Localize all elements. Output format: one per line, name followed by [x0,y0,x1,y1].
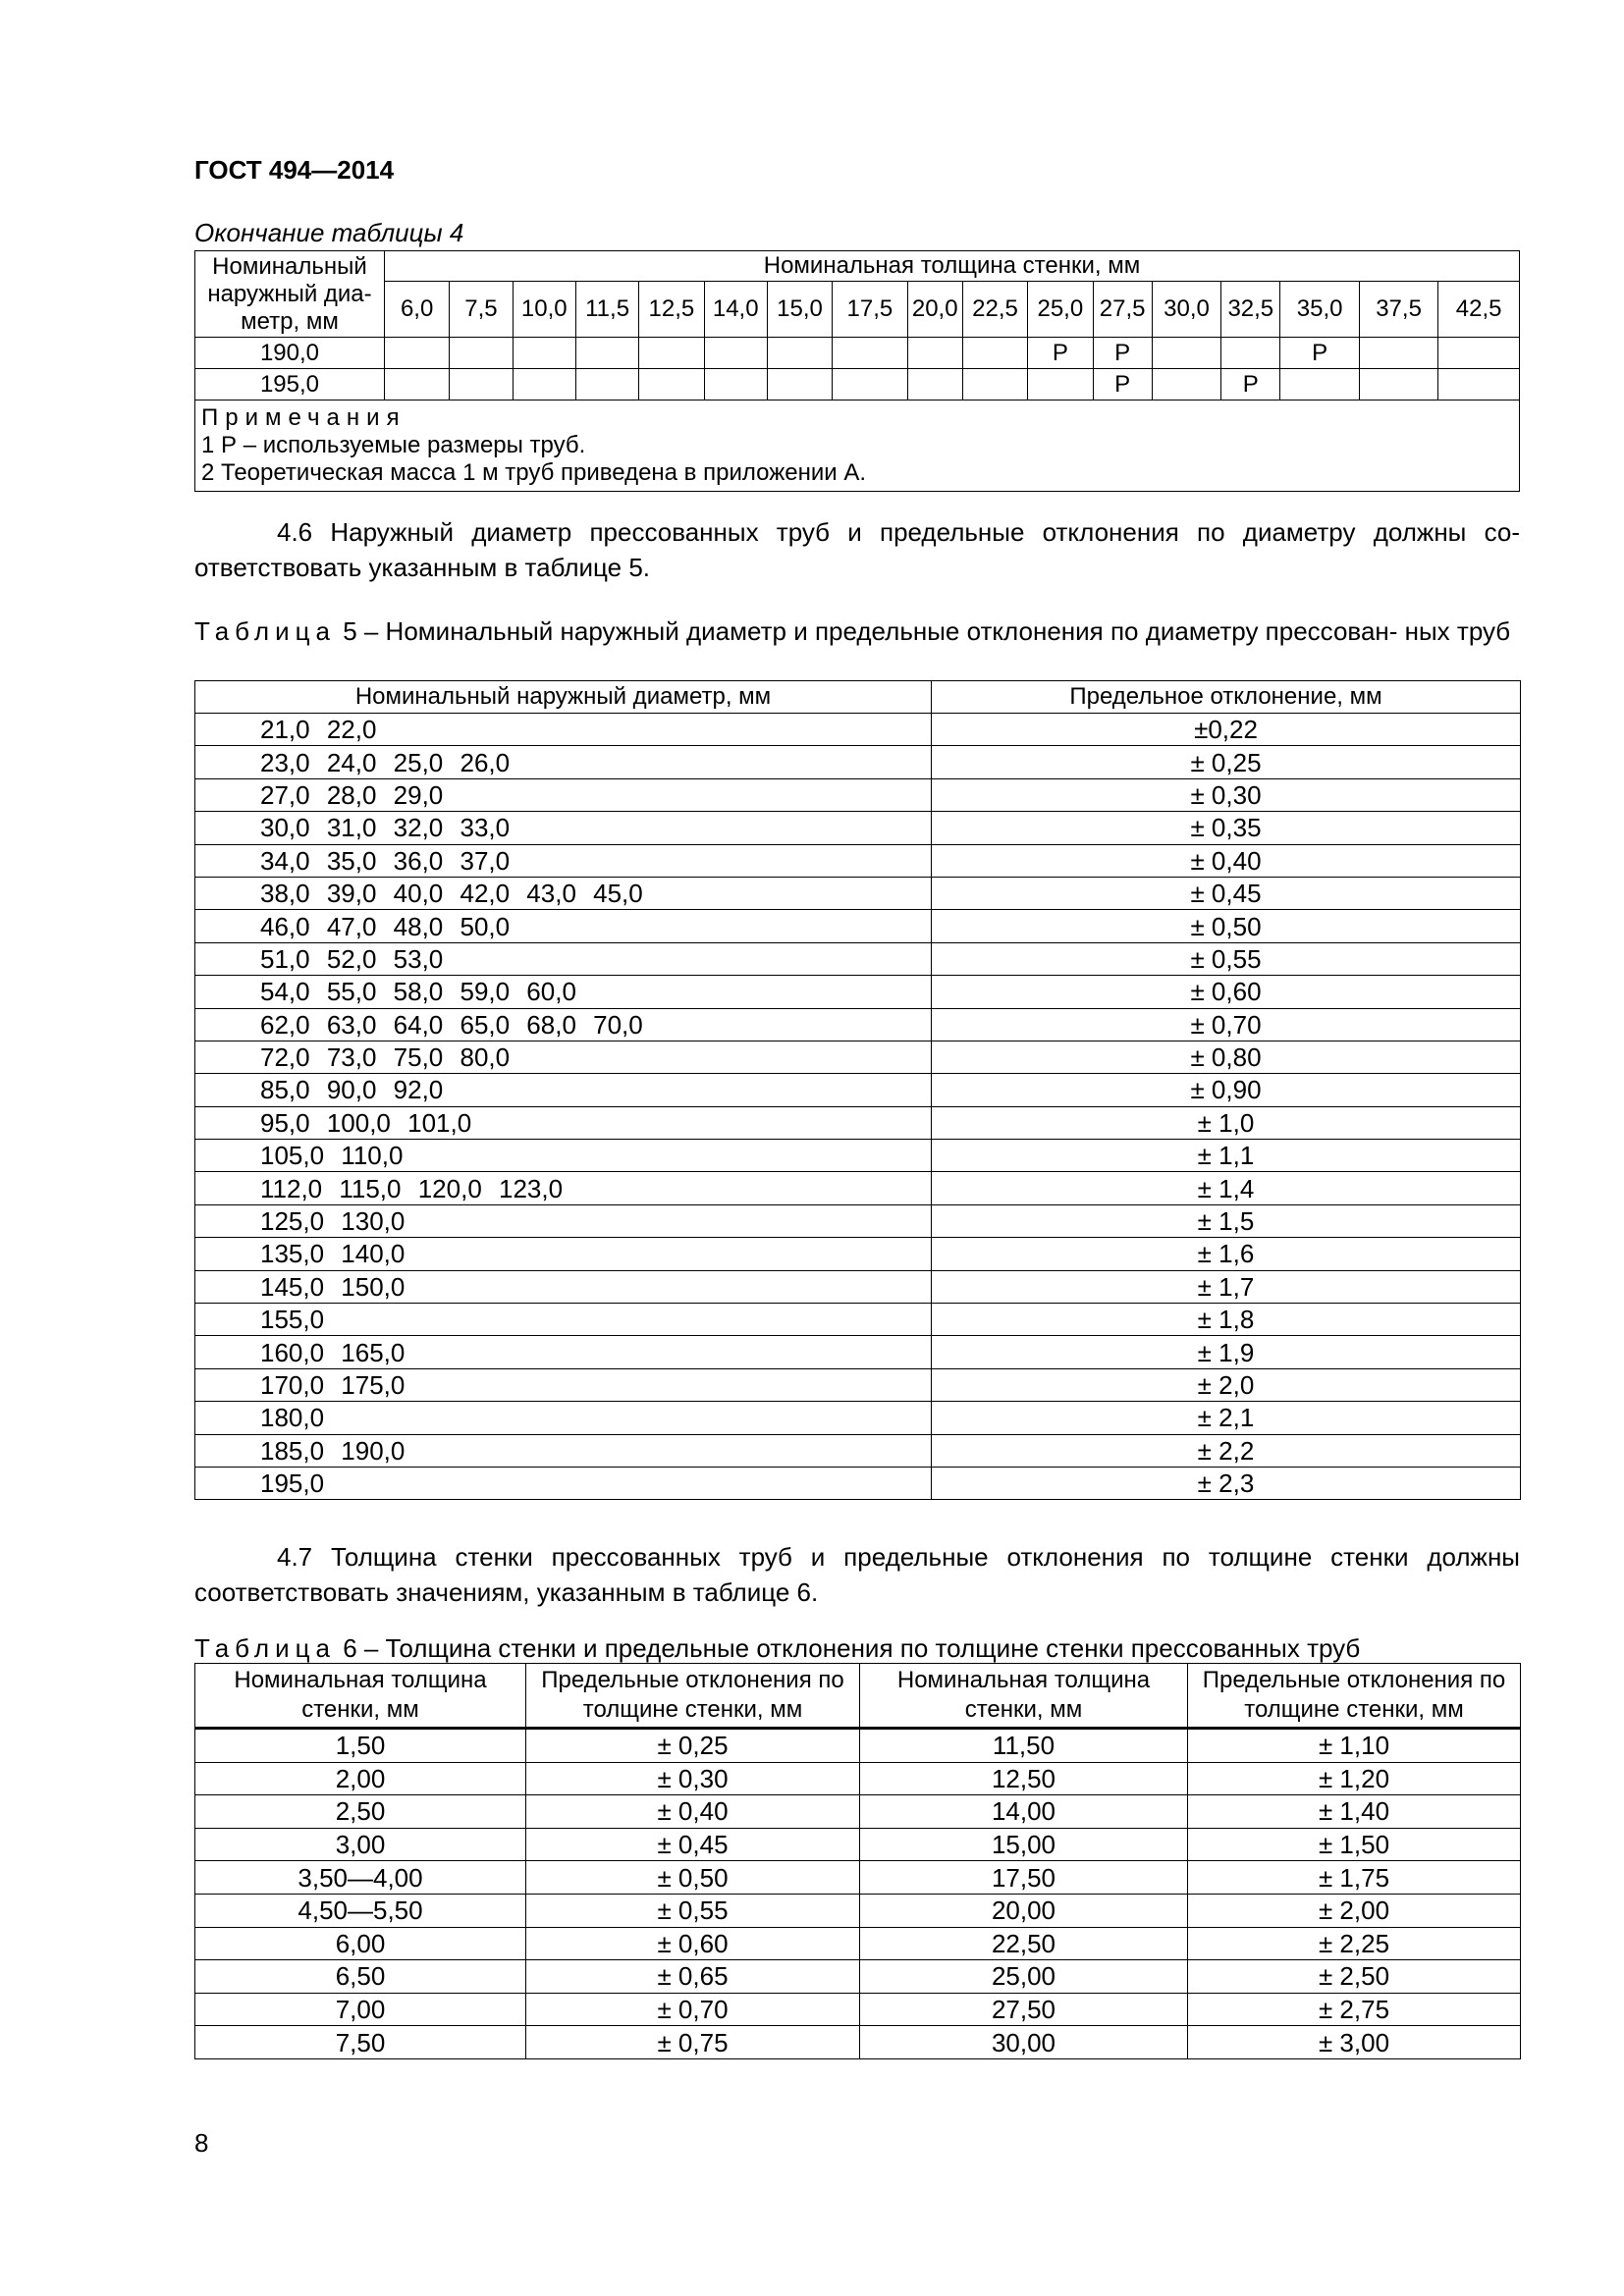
table6-tolerance-cell: ± 0,30 [526,1762,860,1795]
table-row [195,1434,1521,1467]
table-row [195,1074,1521,1106]
table5-tolerance-cell: ± 2,2 [932,1434,1521,1467]
table5-diameter-cell: 95,0 100,0 101,0 [195,1106,932,1139]
table4-thickness-header: 25,0 [1028,282,1093,338]
table4-size-cell [513,338,575,369]
table-row [195,1336,1521,1368]
table4-size-cell [450,338,513,369]
table-row [195,1762,1521,1795]
table5-diameter-cell: 34,0 35,0 36,0 37,0 [195,844,932,877]
table6-thickness-cell: 6,00 [195,1927,526,1960]
table5-diameter-cell: 27,0 28,0 29,0 [195,778,932,811]
table4-size-cell: Р [1093,338,1152,369]
page-number: 8 [194,2128,209,2158]
table5-tolerance-cell: ± 0,40 [932,844,1521,877]
table5-tolerance-cell: ± 2,0 [932,1368,1521,1401]
table5-diameter-cell: 62,0 63,0 64,0 65,0 68,0 70,0 [195,1008,932,1041]
table4-size-cell: Р [1028,338,1093,369]
table6-tolerance-cell: ± 2,00 [1188,1894,1521,1927]
table6-caption-text: 6 – Толщина стенки и предельные отклонения по толщине стенки прессованных труб [343,1633,1361,1663]
table5-tolerance-cell: ± 0,50 [932,910,1521,942]
table6-caption [194,1633,1520,1663]
note-1: 1 Р – используемые размеры труб. [201,432,586,458]
table-row [195,1894,1521,1927]
table6-tolerance-cell: ± 1,10 [1188,1729,1521,1763]
table4-size-cell [907,369,962,400]
table6-tolerance-cell: ± 1,40 [1188,1795,1521,1829]
table4-size-cell [1152,369,1220,400]
table6-thickness-cell: 30,00 [860,2026,1188,2059]
table4-size-cell [384,338,449,369]
table4-size-cell [767,338,832,369]
table5-diameter-cell: 112,0 115,0 120,0 123,0 [195,1172,932,1204]
table-row [195,1467,1521,1499]
table4-size-cell [704,369,767,400]
table4-thickness-header: 27,5 [1093,282,1152,338]
note-2: 2 Теоретическая масса 1 м труб приведена в приложении А. [201,459,867,486]
table4-size-cell [767,369,832,400]
table6-thickness-cell: 14,00 [860,1795,1188,1829]
table4-size-cell: Р [1221,369,1280,400]
table5-caption-label: Таблица [194,616,336,646]
table-row [195,1402,1521,1434]
table-row [195,1140,1521,1172]
table-row [195,976,1521,1008]
table6-tolerance-cell: ± 0,75 [526,2026,860,2059]
table4-size-cell [384,369,449,400]
table4-size-cell [1359,338,1437,369]
table6-thickness-cell: 2,50 [195,1795,526,1829]
table6-thickness-cell: 2,00 [195,1762,526,1795]
table4-thickness-header: 10,0 [513,282,575,338]
table-row [195,1993,1521,2026]
table5-tolerance-cell: ± 0,25 [932,746,1521,778]
table-row [195,338,1520,369]
table6-tolerance-cell: ± 3,00 [1188,2026,1521,2059]
table5-tolerance-cell: ± 1,5 [932,1204,1521,1237]
table4-thickness-header: 42,5 [1438,282,1520,338]
table-row [195,1172,1521,1204]
table4-size-cell [575,369,638,400]
table5-tolerance-cell: ± 0,35 [932,812,1521,844]
table5-diameter-cell: 54,0 55,0 58,0 59,0 60,0 [195,976,932,1008]
table6-tolerance-cell: ± 0,45 [526,1828,860,1861]
table5-diameter-cell: 23,0 24,0 25,0 26,0 [195,746,932,778]
table5-tolerance-cell: ± 1,9 [932,1336,1521,1368]
table6-tolerance-cell: ± 2,50 [1188,1960,1521,1994]
table6-thickness-cell: 27,50 [860,1993,1188,2026]
table-row [195,1270,1521,1303]
table4-thickness-header: 20,0 [907,282,962,338]
table6-tolerance-cell: ± 2,25 [1188,1927,1521,1960]
table5-tolerance-cell: ± 0,45 [932,877,1521,909]
table4-size-cell [962,338,1027,369]
table6-thickness-cell: 4,50—5,50 [195,1894,526,1927]
table6-thickness-cell: 3,50—4,00 [195,1861,526,1895]
table5-tolerance-cell: ± 0,90 [932,1074,1521,1106]
table4-size-cell [1438,369,1520,400]
table4-diameter-cell: 190,0 [195,338,385,369]
table4-caption: Окончание таблицы 4 [194,218,464,247]
table4-size-cell [513,369,575,400]
table4-size-cell [1152,338,1220,369]
table5-tolerance-cell: ± 1,8 [932,1304,1521,1336]
table5-tolerance-cell: ± 0,80 [932,1041,1521,1073]
table5-tolerance-cell: ±0,22 [932,714,1521,746]
table-row [195,1861,1521,1895]
table-row [195,2026,1521,2059]
table6-tolerance-cell: ± 1,50 [1188,1828,1521,1861]
table6-tolerance-cell: ± 0,50 [526,1861,860,1895]
table-row [195,1008,1521,1041]
table-row [195,746,1521,778]
table4-notes [195,400,1520,492]
table5-tolerance-cell: ± 0,55 [932,942,1521,975]
table4-group-header: Номинальная толщина стенки, мм [384,251,1519,282]
table-row [195,1960,1521,1994]
table6-tolerance-cell: ± 0,65 [526,1960,860,1994]
table6-thickness-cell: 3,00 [195,1828,526,1861]
table6-thickness-cell: 6,50 [195,1960,526,1994]
table4-diameter-cell: 195,0 [195,369,385,400]
table-row [195,1828,1521,1861]
table-row [195,812,1521,844]
table-row [195,1238,1521,1270]
table4-thickness-header: 6,0 [384,282,449,338]
table6-thickness-cell: 25,00 [860,1960,1188,1994]
notes-title: Примечания [201,404,406,431]
table4-thickness-header: 14,0 [704,282,767,338]
document-code: ГОСТ 494—2014 [194,155,395,185]
table6-header-thickness-2: Номинальная толщина стенки, мм [860,1664,1188,1729]
table5 [194,680,1521,1500]
table4-thickness-header: 17,5 [833,282,907,338]
table5-tolerance-cell: ± 1,4 [932,1172,1521,1204]
table4-size-cell [1438,338,1520,369]
table5-diameter-cell: 135,0 140,0 [195,1238,932,1270]
paragraph-4-6: 4.6 Наружный диаметр прессованных труб и предельные отклонения по диаметру должны со- ответствовать указанным в таблице 5. [194,517,1520,582]
table4-thickness-header: 30,0 [1152,282,1220,338]
table6-caption-label: Таблица [194,1633,336,1663]
table5-diameter-cell: 155,0 [195,1304,932,1336]
table6-thickness-cell: 17,50 [860,1861,1188,1895]
table6-thickness-cell: 11,50 [860,1729,1188,1763]
table5-diameter-cell: 185,0 190,0 [195,1434,932,1467]
table6-thickness-cell: 7,50 [195,2026,526,2059]
table6 [194,1663,1521,2059]
table6-tolerance-cell: ± 1,75 [1188,1861,1521,1895]
table-row [195,1304,1521,1336]
table6-tolerance-cell: ± 0,40 [526,1795,860,1829]
table5-diameter-cell: 180,0 [195,1402,932,1434]
table4-thickness-header: 11,5 [575,282,638,338]
table5-tolerance-cell: ± 2,1 [932,1402,1521,1434]
table5-diameter-cell: 51,0 52,0 53,0 [195,942,932,975]
table4-size-cell [575,338,638,369]
table4-size-cell [639,338,704,369]
table4-thickness-header: 22,5 [962,282,1027,338]
table6-thickness-cell: 15,00 [860,1828,1188,1861]
table-row [195,369,1520,400]
table6-tolerance-cell: ± 2,75 [1188,1993,1521,2026]
table5-diameter-cell: 21,0 22,0 [195,714,932,746]
table6-header-thickness-1: Номинальная толщина стенки, мм [195,1664,526,1729]
table4-size-cell [450,369,513,400]
table6-tolerance-cell: ± 0,60 [526,1927,860,1960]
table6-tolerance-cell: ± 0,70 [526,1993,860,2026]
table4-size-cell: Р [1093,369,1152,400]
table-row [195,1729,1521,1763]
table-row [195,1041,1521,1073]
table4-diameter-header: Номинальный наружный диа- метр, мм [195,251,385,338]
table6-tolerance-cell: ± 0,25 [526,1729,860,1763]
table-row [195,844,1521,877]
table4-thickness-header: 32,5 [1221,282,1280,338]
table5-diameter-cell: 72,0 73,0 75,0 80,0 [195,1041,932,1073]
table5-diameter-cell: 46,0 47,0 48,0 50,0 [195,910,932,942]
table6-tolerance-cell: ± 0,55 [526,1894,860,1927]
table5-diameter-cell: 38,0 39,0 40,0 42,0 43,0 45,0 [195,877,932,909]
table-row [195,714,1521,746]
table5-diameter-cell: 30,0 31,0 32,0 33,0 [195,812,932,844]
table5-diameter-cell: 85,0 90,0 92,0 [195,1074,932,1106]
table6-header-tolerance-2: Предельные отклонения по толщине стенки, мм [1188,1664,1521,1729]
table4-size-cell [833,338,907,369]
table4-size-cell [639,369,704,400]
table5-tolerance-cell: ± 0,60 [932,976,1521,1008]
table-row [195,942,1521,975]
table5-diameter-cell: 195,0 [195,1467,932,1499]
table5-tolerance-cell: ± 1,0 [932,1106,1521,1139]
table4-size-cell [704,338,767,369]
table6-thickness-cell: 12,50 [860,1762,1188,1795]
table-row [195,1368,1521,1401]
table-row [195,1795,1521,1829]
table5-header-tolerance: Предельное отклонение, мм [932,681,1521,714]
table5-diameter-cell: 160,0 165,0 [195,1336,932,1368]
table5-diameter-cell: 170,0 175,0 [195,1368,932,1401]
table-row [195,877,1521,909]
table6-header-tolerance-1: Предельные отклонения по толщине стенки, мм [526,1664,860,1729]
table-row [195,1106,1521,1139]
table4-thickness-header: 15,0 [767,282,832,338]
table6-thickness-cell: 1,50 [195,1729,526,1763]
table5-tolerance-cell: ± 2,3 [932,1467,1521,1499]
table5-tolerance-cell: ± 1,1 [932,1140,1521,1172]
table4-thickness-header: 35,0 [1280,282,1359,338]
table4-size-cell [833,369,907,400]
table4-size-cell [1028,369,1093,400]
table6-thickness-cell: 7,00 [195,1993,526,2026]
table5-tolerance-cell: ± 0,30 [932,778,1521,811]
table4-size-cell [1359,369,1437,400]
table5-caption [194,616,1520,646]
table-row [195,1927,1521,1960]
table-row [195,1204,1521,1237]
table-row [195,778,1521,811]
table4-size-cell [907,338,962,369]
table4-size-cell [962,369,1027,400]
table5-diameter-cell: 145,0 150,0 [195,1270,932,1303]
table5-tolerance-cell: ± 1,7 [932,1270,1521,1303]
table4-size-cell: Р [1280,338,1359,369]
table6-thickness-cell: 20,00 [860,1894,1188,1927]
table5-diameter-cell: 105,0 110,0 [195,1140,932,1172]
table5-tolerance-cell: ± 1,6 [932,1238,1521,1270]
table5-header-diameter: Номинальный наружный диаметр, мм [195,681,932,714]
table4-size-cell [1221,338,1280,369]
table5-caption-text: 5 – Номинальный наружный диаметр и предельные отклонения по диаметру прессован- ных труб [343,616,1511,646]
table4-size-cell [1280,369,1359,400]
table6-thickness-cell: 22,50 [860,1927,1188,1960]
table4-thickness-header: 12,5 [639,282,704,338]
paragraph-4-7: 4.7 Толщина стенки прессованных труб и предельные отклонения по толщине стенки должны соответствовать значениям, указанным в таблице 6. [194,1542,1520,1607]
table5-diameter-cell: 125,0 130,0 [195,1204,932,1237]
table4-thickness-header: 7,5 [450,282,513,338]
table4 [194,250,1520,492]
table-row [195,910,1521,942]
table6-tolerance-cell: ± 1,20 [1188,1762,1521,1795]
table5-tolerance-cell: ± 0,70 [932,1008,1521,1041]
table4-thickness-header: 37,5 [1359,282,1437,338]
